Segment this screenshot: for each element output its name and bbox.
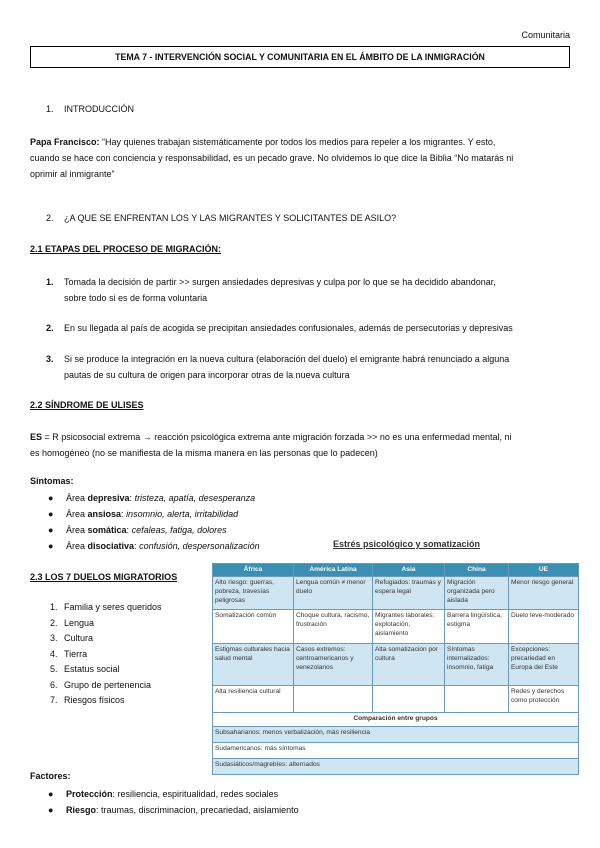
- table-cell: Choque cultura, racismo, frustración: [294, 610, 373, 644]
- table-cell: [445, 686, 509, 713]
- table-row: [213, 759, 579, 775]
- bullet-icon: ●: [48, 509, 54, 519]
- list-item: ● Protección: resiliencia, espiritualidad, redes sociales: [48, 786, 278, 802]
- table-row: [213, 577, 579, 610]
- table-cell: Refugiados: traumas y espera legal: [373, 577, 445, 610]
- table-header: Asia: [373, 564, 445, 577]
- es-line-1: = R psicosocial extrema → reacción psicológica extrema ante migración forzada >> no es una enfermedad mental, ni: [42, 432, 512, 442]
- table-cell: Sudamericanos: más síntomas: [213, 743, 579, 759]
- table-cell: Lengua común ≠ menor duelo: [294, 577, 373, 610]
- table-cell: Excepciones: precariedad en Europa del Este: [509, 644, 579, 686]
- section-2-heading: [46, 213, 396, 223]
- list-item: 4. Tierra: [50, 648, 88, 659]
- table-cell: [294, 686, 373, 713]
- quote-speaker: Papa Francisco:: [30, 137, 100, 147]
- list-item-line-2: pautas de su cultura de origen para incorporar otras de la nueva cultura: [64, 370, 350, 380]
- table-cell: Alta resiliencia cultural: [213, 686, 294, 713]
- list-item-number: 2.: [46, 323, 54, 333]
- section-2-2-title: 2.2 SÍNDROME DE ULISES: [30, 400, 144, 410]
- table-cell: Duelo leve-moderado: [509, 610, 579, 644]
- section-1-title: INTRODUCCIÓN: [64, 104, 134, 114]
- table-cell: [373, 686, 445, 713]
- section-2-title: ¿A QUE SE ENFRENTAN LOS Y LAS MIGRANTES Y SOLICITANTES DE ASILO?: [64, 213, 397, 223]
- es-line-2: es homogéneo (no se manifiesta de la misma manera en las personas que lo padecen): [30, 448, 378, 458]
- table-row: [213, 610, 579, 644]
- list-item: 3. Cultura: [50, 633, 94, 643]
- page-title: TEMA 7 - INTERVENCIÓN SOCIAL Y COMUNITARIA EN EL ÁMBITO DE LA INMIGRACIÓN: [30, 46, 570, 68]
- comparison-table: [212, 563, 579, 775]
- table-row: [213, 743, 579, 759]
- list-item: 1. Familia y seres queridos: [50, 602, 162, 612]
- estres-title: Estrés psicológico y somatización: [333, 539, 481, 549]
- table-header: China: [445, 564, 509, 577]
- bullet-icon: ●: [48, 525, 54, 535]
- list-item-line-1: En su llegada al país de acogida se precipitan ansiedades confusionales, además de persecutorias y depresivas: [64, 323, 513, 333]
- table-cell: Estigmas culturales hacia salud mental: [213, 644, 294, 686]
- table-cell: Alta somatización por cultura: [373, 644, 445, 686]
- list-item: [46, 351, 570, 383]
- table-header: UE: [509, 564, 579, 577]
- quote-line-1: “Hay quienes trabajan sistemáticamente por todos los medios para repeler a los migrantes. Y esto,: [102, 137, 496, 147]
- list-item: ● Riesgo: traumas, discriminacion, precariedad, aislamiento: [48, 802, 299, 818]
- table-row: [213, 644, 579, 686]
- list-item: 5. Estatus social: [50, 664, 120, 674]
- list-item: 2. Lengua: [50, 617, 95, 628]
- quote-line-3: oprimir al inmigrante”: [30, 169, 115, 179]
- section-2-3-title: 2.3 LOS 7 DUELOS MIGRATORIOS: [30, 572, 178, 582]
- table-header-row: [213, 564, 579, 577]
- table-cell: Menor riesgo general: [509, 577, 579, 610]
- list-item: [46, 274, 570, 306]
- table-cell: Sudasiáticos/magrebíes: alternados: [213, 759, 579, 775]
- header-subject: Comunitaria: [521, 30, 570, 40]
- table-header: América Latina: [294, 564, 373, 577]
- list-item: ● Área depresiva: tristeza, apatía, desesperanza: [48, 490, 255, 506]
- table-cell: Migrantes laborales: explotación, aislamiento: [373, 610, 445, 644]
- list-item-line-1: Si se produce la integración en la nueva cultura (elaboración del duelo) el emigrante habrá renunciado a alguna: [64, 354, 510, 364]
- list-item-number: 1.: [46, 277, 54, 287]
- bullet-icon: ●: [48, 493, 54, 503]
- table-row: [213, 727, 579, 743]
- factores-label: Factores:: [30, 771, 71, 781]
- list-item-number: 3.: [46, 354, 54, 364]
- table-cell: Casos extremos: centroamericanos y venezolanos: [294, 644, 373, 686]
- quote-line-2: cuando se hace con conciencia y responsabilidad, es un pecado grave. No olvidemos lo que dice la Biblia “No matarás ni: [30, 153, 514, 163]
- table-cell: Barrera lingüística, estigma: [445, 610, 509, 644]
- list-item: 6. Grupo de pertenencia: [50, 679, 152, 690]
- quote-paragraph: [30, 134, 570, 182]
- list-item: ● Área disociativa: confusión, despersonalización: [48, 538, 260, 554]
- list-item: [46, 320, 570, 336]
- section-2-1-title: 2.1 ETAPAS DEL PROCESO DE MIGRACIÓN:: [30, 244, 222, 254]
- bullet-icon: ●: [48, 541, 54, 551]
- list-item: 7. Riesgos físicos: [50, 695, 125, 705]
- table-cell: Síntomas internalizados: insomnio, fatiga: [445, 644, 509, 686]
- comparison-title: Comparación entre grupos: [213, 713, 579, 727]
- table-row: [213, 686, 579, 713]
- es-label: ES: [30, 432, 43, 442]
- list-item: ● Área somática: cefaleas, fatiga, dolores: [48, 522, 227, 538]
- list-item-line-1: Tomada la decisión de partir >> surgen ansiedades depresivas y culpa por lo que se ha decidido abandonar,: [64, 277, 496, 287]
- section-2-number: 2.: [46, 213, 54, 223]
- table-cell: Migración organizada pero aislada: [445, 577, 509, 610]
- list-item: ● Área ansiosa: insomnio, alerta, irritabilidad: [48, 506, 238, 522]
- section-1-heading: [46, 104, 134, 114]
- sintomas-label: Síntomas:: [30, 476, 74, 486]
- bullet-icon: ●: [48, 805, 54, 815]
- table-row: [213, 713, 579, 727]
- table-cell: Redes y derechos como protección: [509, 686, 579, 713]
- es-paragraph: [30, 429, 570, 461]
- table-cell: Subsaharianos: menos verbalización, más resiliencia: [213, 727, 579, 743]
- table-cell: Somatización común: [213, 610, 294, 644]
- table-header: África: [213, 564, 294, 577]
- list-item-line-2: sobre todo si es de forma voluntaria: [64, 293, 208, 303]
- section-1-number: 1.: [46, 104, 54, 114]
- bullet-icon: ●: [48, 789, 54, 799]
- table-cell: Alto riesgo: guerras, pobreza, travesías peligrosas: [213, 577, 294, 610]
